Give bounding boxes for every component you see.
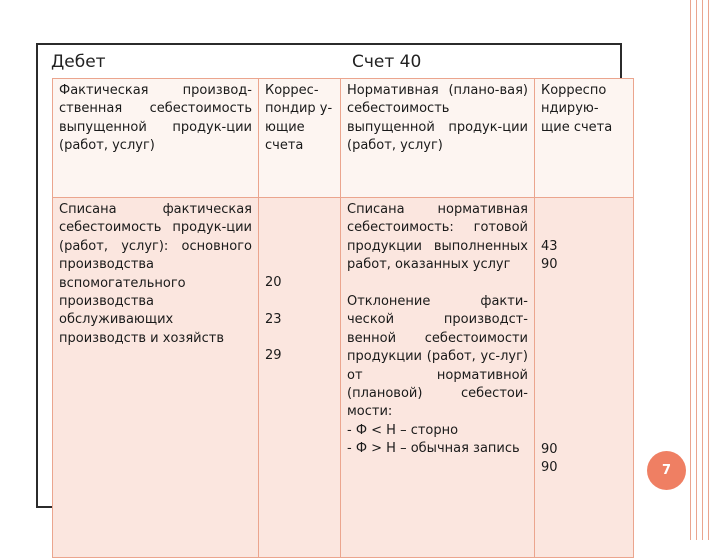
decor-stripe bbox=[702, 0, 703, 540]
table-header-row bbox=[53, 79, 634, 198]
debit-description: Списана фактическая себестоимость продук-ции (работ, услуг): основного производства вспомогательного производства обслуживающих производств и хозяйств bbox=[53, 198, 259, 558]
credit-rule-regular: - Ф > Н – обычная запись bbox=[347, 441, 520, 457]
decor-stripe bbox=[696, 0, 697, 540]
page-number-badge: 7 bbox=[647, 451, 686, 490]
debit-account: 20 bbox=[265, 275, 282, 291]
header-corr-accounts-credit: Корреспо ндирую-щие счета bbox=[535, 79, 634, 198]
header-normative-cost: Нормативная (плано-вая) себестоимость выпущенной продук-ции (работ, услуг) bbox=[341, 79, 535, 198]
credit-description bbox=[341, 198, 535, 558]
debit-account: 29 bbox=[265, 347, 282, 363]
debit-heading: Дебет bbox=[51, 52, 106, 72]
credit-account: 90 bbox=[541, 441, 558, 457]
debit-account: 23 bbox=[265, 311, 282, 327]
credit-accounts-cell bbox=[535, 198, 634, 558]
credit-text-normative: Списана нормативная себестоимость: готовой продукции выполненных работ, оказанных услуг bbox=[347, 202, 528, 273]
credit-text-deviation: Отклонение факти-ческой производст-венной себестоимости продукции (работ, ус-луг) от нормативной (плановой) себестои-мости: bbox=[347, 294, 528, 420]
credit-account: 90 bbox=[541, 460, 558, 475]
credit-account: 43 bbox=[541, 238, 558, 254]
account-table bbox=[52, 78, 634, 558]
debit-accounts-cell bbox=[259, 198, 341, 558]
credit-account: 90 bbox=[541, 257, 558, 273]
header-actual-cost: Фактическая производ-ственная себестоимость выпущенной продук-ции (работ, услуг) bbox=[53, 79, 259, 198]
header-corr-accounts-debit: Коррес-пондир у-ющие счета bbox=[259, 79, 341, 198]
decor-stripe bbox=[708, 0, 709, 540]
table-row bbox=[53, 198, 634, 558]
credit-rule-storno: - Ф < Н – сторно bbox=[347, 422, 459, 438]
account-heading: Счет 40 bbox=[352, 52, 422, 72]
decor-stripe bbox=[690, 0, 691, 540]
